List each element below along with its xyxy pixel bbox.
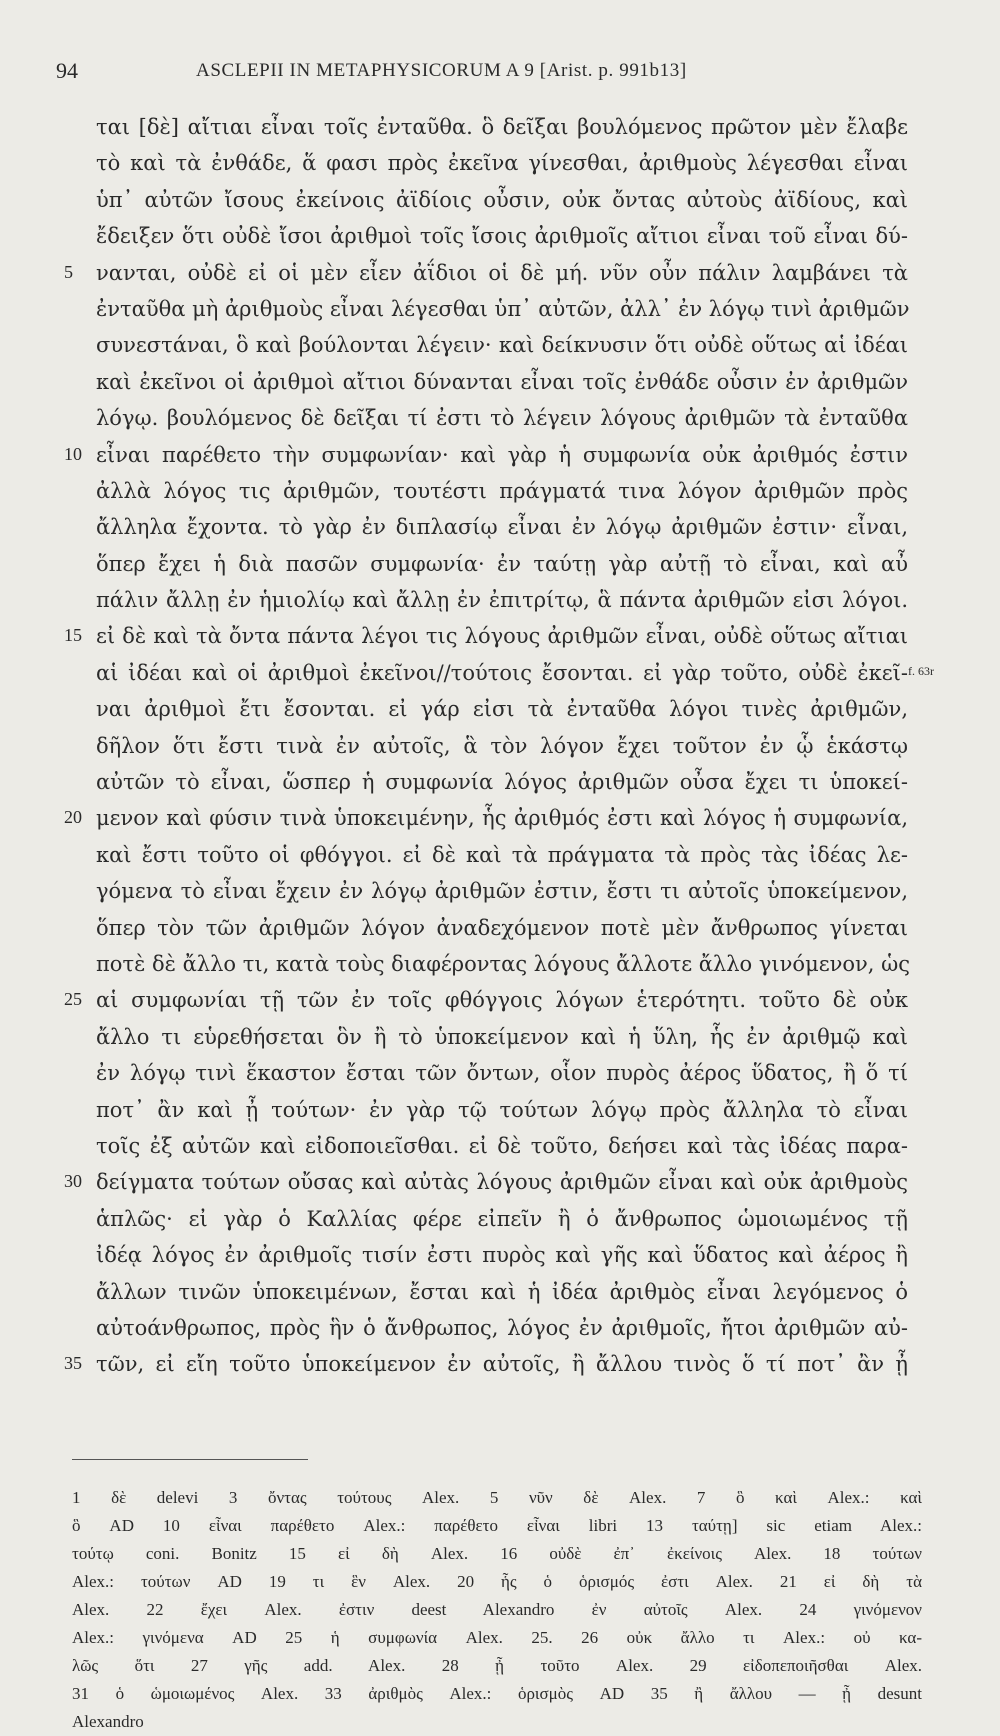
text-line — [0, 983, 1000, 1019]
folio-marker: f. 63r — [908, 663, 934, 678]
footnote-rule — [72, 1459, 308, 1460]
line-text: ναι ἀριθμοὶ ἔτι ἔσονται. εἰ γάρ εἰσι τὰ ἐνταῦθα λόγοι τινὲς ἀριθμῶν, — [96, 697, 908, 722]
line-text: δείγματα τούτων οὔσας καὶ αὐτὰς λόγους ἀριθμῶν εἶναι καὶ οὐκ ἀριθμοὺς — [96, 1170, 908, 1195]
text-line — [0, 1165, 1000, 1201]
line-text: εἰ δὲ καὶ τὰ ὄντα πάντα λέγοι τις λόγους ἀριθμῶν εἶναι, οὐδὲ οὕτως αἴτιαι — [96, 624, 908, 649]
text-line — [0, 1238, 1000, 1274]
line-text: μενον καὶ φύσιν τινὰ ὑποκειμένην, ἧς ἀριθμός ἐστι καὶ λόγος ἡ συμφωνία, — [96, 806, 908, 831]
text-line — [0, 1311, 1000, 1347]
text-line — [0, 219, 1000, 255]
text-line — [0, 401, 1000, 437]
running-title: ASCLEPII IN METAPHYSICORUM A 9 [Arist. p. 991b13] — [196, 60, 687, 81]
text-line — [0, 1202, 1000, 1238]
line-text: συνεστάναι, ὃ καὶ βούλονται λέγειν· καὶ δείκνυσιν ὅτι οὐδὲ οὕτως αἱ ἰδέαι — [96, 333, 908, 358]
text-line — [0, 183, 1000, 219]
apparatus-line: 1 δὲ delevi 3 ὄντας τούτους Alex. 5 νῦν δὲ Alex. 7 ὃ καὶ Alex.: καὶ — [72, 1488, 922, 1507]
line-number: 10 — [64, 443, 82, 464]
line-text: αἱ ἰδέαι καὶ οἱ ἀριθμοὶ ἐκεῖνοι//τούτοις ἔσονται. εἰ γὰρ τοῦτο, οὐδὲ ἐκεῖ- — [96, 660, 908, 685]
main-text — [0, 110, 1000, 1384]
apparatus-line: λῶς ὅτι 27 γῆς add. Alex. 28 ᾖ τοῦτο Alex. 29 εἰδοπεποιῆσθαι Alex. — [72, 1656, 922, 1675]
text-line — [0, 801, 1000, 837]
line-text: ποτὲ δὲ ἄλλο τι, κατὰ τοὺς διαφέροντας λόγους ἄλλοτε ἄλλο γινόμενον, ὡς — [96, 951, 911, 976]
line-text: ται [δὲ] αἴτιαι εἶναι τοῖς ἐνταῦθα. ὃ δεῖξαι βουλόμενος πρῶτον μὲν ἔλαβε — [96, 115, 908, 139]
line-text: ἰδέᾳ λόγος ἐν ἀριθμοῖς τισίν ἐστι πυρὸς καὶ γῆς καὶ ὕδατος καὶ ἀέρος ἢ — [96, 1243, 908, 1268]
text-line — [0, 1093, 1000, 1129]
apparatus-line: τούτῳ coni. Bonitz 15 εἰ δὴ Alex. 16 οὐδὲ ἐπ᾿ ἐκείνοις Alex. 18 τούτων — [72, 1544, 922, 1563]
line-text: πάλιν ἄλλῃ ἐν ἡμιολίῳ καὶ ἄλλῃ ἐν ἐπιτρίτῳ, ἃ πάντα ἀριθμῶν εἰσι λόγοι. — [96, 588, 908, 613]
text-line — [0, 1275, 1000, 1311]
apparatus-line: 31 ὁ ὡμοιωμένος Alex. 33 ἀριθμὸς Alex.: ὁρισμὸς AD 35 ἢ ἄλλου — ᾖ desunt — [72, 1684, 922, 1703]
text-line — [0, 110, 1000, 146]
line-text: ὅπερ τὸν τῶν ἀριθμῶν λόγον ἀναδεχόμενον ποτὲ μὲν ἄνθρωπος γίνεται — [96, 915, 908, 940]
line-text: αὐτοάνθρωπος, πρὸς ἣν ὁ ἄνθρωπος, λόγος ἐν ἀριθμοῖς, ἤτοι ἀριθμῶν αὐ- — [96, 1315, 908, 1340]
line-text: ἐν λόγῳ τινὶ ἕκαστον ἔσται τῶν ὄντων, οἷον πυρὸς ἀέρος ὕδατος, ἢ ὅ τί — [96, 1061, 908, 1086]
line-text: δῆλον ὅτι ἔστι τινὰ ἐν αὐτοῖς, ἃ τὸν λόγον ἔχει τοῦτον ἐν ᾧ ἑκάστῳ — [96, 733, 908, 758]
text-line — [0, 911, 1000, 947]
line-text: καὶ ἐκεῖνοι οἱ ἀριθμοὶ αἴτιοι δύνανται εἶναι τοῖς ἐνθάδε οὖσιν ἐν ἀριθμῶν — [96, 369, 908, 394]
line-number: 30 — [64, 1171, 82, 1192]
text-line — [0, 1129, 1000, 1165]
text-line — [0, 547, 1000, 583]
line-text: καὶ ἔστι τοῦτο οἱ φθόγγοι. εἰ δὲ καὶ τὰ πράγματα τὰ πρὸς τὰς ἰδέας λε- — [96, 842, 908, 867]
line-text: εἶναι παρέθετο τὴν συμφωνίαν· καὶ γὰρ ἡ συμφωνία οὐκ ἀριθμός ἐστιν — [96, 442, 908, 467]
text-line — [0, 874, 1000, 910]
page-number: 94 — [56, 58, 78, 83]
apparatus-line: ὃ AD 10 εἶναι παρέθετο Alex.: παρέθετο εἶναι libri 13 ταύτῃ] sic etiam Alex.: — [72, 1516, 922, 1535]
apparatus-line: Alexandro — [72, 1712, 144, 1731]
text-line — [0, 474, 1000, 510]
line-text: ἄλληλα ἔχοντα. τὸ γὰρ ἐν διπλασίῳ εἶναι ἐν λόγῳ ἀριθμῶν ἐστιν· εἶναι, — [96, 515, 908, 540]
critical-apparatus — [72, 1484, 922, 1736]
line-number: 35 — [64, 1353, 82, 1374]
text-line — [0, 692, 1000, 728]
line-text: ἄλλο τι εὑρεθήσεται ὃν ἢ τὸ ὑποκείμενον καὶ ἡ ὕλη, ἧς ἐν ἀριθμῷ καὶ — [96, 1024, 908, 1049]
text-line — [0, 729, 1000, 765]
line-text: ὅπερ ἔχει ἡ διὰ πασῶν συμφωνία· ἐν ταύτῃ γὰρ αὐτῇ τὸ εἶναι, καὶ αὖ — [96, 551, 908, 576]
line-text: τῶν, εἰ εἴη τοῦτο ὑποκείμενον ἐν αὐτοῖς, ἢ ἄλλου τινὸς ὅ τί ποτ᾿ ἂν ᾖ — [96, 1352, 908, 1377]
line-text: γόμενα τὸ εἶναι ἔχειν ἐν λόγῳ ἀριθμῶν ἐστιν, ἔστι τι αὐτοῖς ὑποκείμενον, — [96, 879, 908, 904]
text-line — [0, 583, 1000, 619]
line-text: ἔδειξεν ὅτι οὐδὲ ἴσοι ἀριθμοὶ τοῖς ἴσοις ἀριθμοῖς αἴτιοι εἶναι τοῦ εἶναι δύ- — [96, 224, 908, 249]
text-line — [0, 765, 1000, 801]
line-number: 25 — [64, 989, 82, 1010]
text-line — [0, 1347, 1000, 1383]
line-number: 5 — [64, 261, 73, 282]
text-line — [0, 510, 1000, 546]
text-line — [0, 1020, 1000, 1056]
text-line — [0, 619, 1000, 655]
text-line — [0, 365, 1000, 401]
text-line — [0, 438, 1000, 474]
apparatus-line: Alex.: τούτων AD 19 τι ἓν Alex. 20 ἧς ὁ ὁρισμός ἐστι Alex. 21 εἰ δὴ τὰ — [72, 1572, 922, 1591]
line-text: τὸ καὶ τὰ ἐνθάδε, ἅ φασι πρὸς ἐκεῖνα γίνεσθαι, ἀριθμοὺς λέγεσθαι εἶναι — [96, 151, 908, 176]
text-line — [0, 656, 1000, 692]
text-line — [0, 256, 1000, 292]
text-line — [0, 292, 1000, 328]
text-line — [0, 146, 1000, 182]
text-line — [0, 328, 1000, 364]
line-text: λόγῳ. βουλόμενος δὲ δεῖξαι τί ἐστι τὸ λέγειν λόγους ἀριθμῶν τὰ ἐνταῦθα — [96, 406, 908, 431]
line-text: ἐνταῦθα μὴ ἀριθμοὺς εἶναι λέγεσθαι ὑπ᾿ αὐτῶν, ἀλλ᾿ ἐν λόγῳ τινὶ ἀριθμῶν — [96, 296, 910, 321]
line-text: τοῖς ἐξ αὐτῶν καὶ εἰδοποιεῖσθαι. εἰ δὲ τοῦτο, δεήσει καὶ τὰς ἰδέας παρα- — [96, 1133, 908, 1158]
line-text: ποτ᾿ ἂν καὶ ᾖ τούτων· ἐν γὰρ τῷ τούτων λόγῳ πρὸς ἄλληλα τὸ εἶναι — [96, 1097, 908, 1122]
line-text: αὐτῶν τὸ εἶναι, ὥσπερ ἡ συμφωνία λόγος ἀριθμῶν οὖσα ἔχει τι ὑποκεί- — [96, 770, 908, 795]
line-text: αἱ συμφωνίαι τῇ τῶν ἐν τοῖς φθόγγοις λόγων ἑτερότητι. τοῦτο δὲ οὐκ — [96, 988, 908, 1013]
line-number: 15 — [64, 625, 82, 646]
line-text: ἄλλων τινῶν ὑποκειμένων, ἔσται καὶ ἡ ἰδέα ἀριθμὸς εἶναι λεγόμενος ὁ — [96, 1279, 908, 1304]
line-number: 20 — [64, 807, 82, 828]
text-line — [0, 947, 1000, 983]
text-line — [0, 1056, 1000, 1092]
line-text: ὑπ᾿ αὐτῶν ἴσους ἐκείνοις ἀϊδίοις οὖσιν, οὐκ ὄντας αὐτοὺς ἀϊδίους, καὶ — [96, 187, 908, 212]
apparatus-line: Alex. 22 ἔχει Alex. ἐστιν deest Alexandro ἐν αὐτοῖς Alex. 24 γινόμενον — [72, 1600, 922, 1619]
line-text: ἁπλῶς· εἰ γὰρ ὁ Καλλίας φέρε εἰπεῖν ἢ ὁ ἄνθρωπος ὡμοιωμένος τῇ — [96, 1206, 908, 1231]
page-header — [56, 58, 890, 88]
apparatus-line: Alex.: γινόμενα AD 25 ἡ συμφωνία Alex. 25. 26 οὐκ ἄλλο τι Alex.: οὐ κα- — [72, 1628, 922, 1647]
line-text: ἀλλὰ λόγος τις ἀριθμῶν, τουτέστι πράγματά τινα λόγον ἀριθμῶν πρὸς — [96, 478, 908, 503]
text-line — [0, 838, 1000, 874]
line-text: νανται, οὐδὲ εἰ οἱ μὲν εἶεν ἀΐδιοι οἱ δὲ μή. νῦν οὖν πάλιν λαμβάνει τὰ — [96, 260, 908, 285]
